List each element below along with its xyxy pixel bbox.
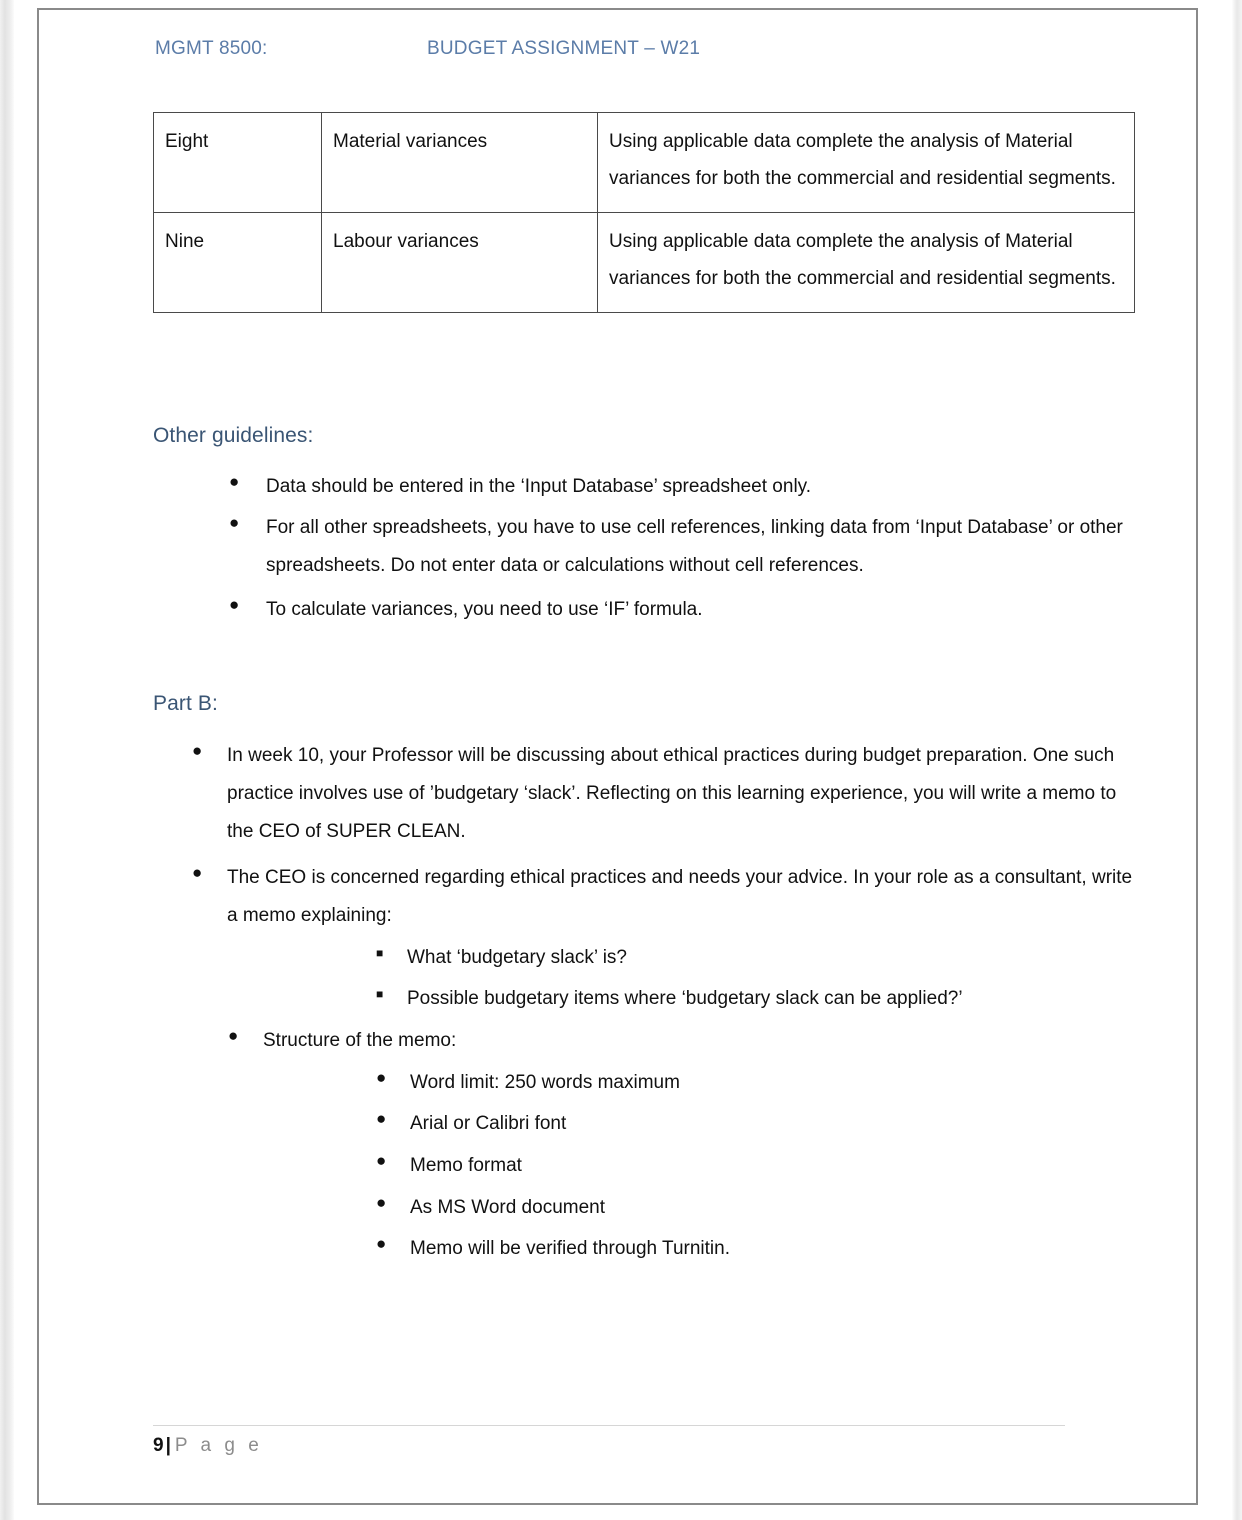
table-cell-description: Using applicable data complete the analysis of Material variances for both the commercial and residential segments. bbox=[598, 212, 1135, 312]
memo-structure-item: As MS Word document bbox=[410, 1197, 606, 1218]
bullet-marker: ● bbox=[376, 1068, 387, 1087]
memo-structure-item: Word limit: 250 words maximum bbox=[410, 1072, 680, 1093]
part-b-sub-item: Possible budgetary items where ‘budgetary slack can be applied?’ bbox=[407, 988, 963, 1009]
scan-edge-left-shadow bbox=[0, 0, 14, 1520]
requirements-table bbox=[153, 112, 1135, 313]
section-heading-part-b: Part B: bbox=[153, 692, 218, 715]
memo-structure-item: Memo will be verified through Turnitin. bbox=[410, 1238, 730, 1259]
bullet-marker-square: ■ bbox=[376, 946, 384, 960]
assignment-title: BUDGET ASSIGNMENT – W21 bbox=[427, 38, 701, 59]
footer-separator: | bbox=[165, 1435, 171, 1456]
bullet-marker: ● bbox=[376, 1151, 387, 1170]
table-row bbox=[154, 212, 1135, 312]
part-b-item: In week 10, your Professor will be discussing about ethical practices during budget preparation. One such practice involves use of ’budgetary ‘slack’. Reflecting on this learning experience, you will write a memo to the CEO of SUPER CLEAN. bbox=[227, 745, 1117, 842]
table-cell-topic: Material variances bbox=[322, 113, 598, 213]
memo-structure-label: Structure of the memo: bbox=[263, 1030, 457, 1051]
part-b-sub-item: What ‘budgetary slack’ is? bbox=[407, 947, 628, 968]
bullet-marker: ● bbox=[192, 741, 203, 760]
table-cell-number: Nine bbox=[154, 212, 322, 312]
guideline-item: To calculate variances, you need to use ‘IF’ formula. bbox=[266, 599, 703, 620]
footer-page-word: P a g e bbox=[174, 1435, 263, 1456]
document-page bbox=[37, 8, 1198, 1505]
part-b-item: The CEO is concerned regarding ethical practices and needs your advice. In your role as a consultant, write a memo explaining: bbox=[227, 867, 1133, 926]
footer-page-number: 9 bbox=[153, 1435, 164, 1456]
course-code: MGMT 8500: bbox=[155, 38, 268, 59]
bullet-marker: ● bbox=[376, 1234, 387, 1253]
bullet-marker-square: ■ bbox=[376, 987, 384, 1001]
table-cell-number: Eight bbox=[154, 113, 322, 213]
footer-divider bbox=[153, 1425, 1065, 1426]
table-cell-description: Using applicable data complete the analysis of Material variances for both the commercial and residential segments. bbox=[598, 113, 1135, 213]
table-row bbox=[154, 113, 1135, 213]
page-content: MGMT 8500: BUDGET ASSIGNMENT – W21 Eight Material variances Using applicable data complete the analysis of Material variances for both the commercial and residential segments. Nine Labour variances Using applicable data complete the analysis of Material variances for both the commercial and residential segments. Other guidelines: ● Data should be entered in the ‘Input Database’ spreadsheet only. ● For all other spreadsheets, you have to use cell references, linking data from ‘Input Database’ or other spreadsheets. Do not enter data or calculations without cell references. ● To calculate variances, you need to use ‘IF’ formula. Part B: ● In week 10, your Professor will be discussing about ethical practices during budget preparation. One such practice involves use of ’budgetary ‘slack’. Reflecting on this learning experience, you will write a memo to the CEO of SUPER CLEAN. ● The CEO is concerned regarding ethical practices and needs your advice. In your role as a consultant, write a memo explaining: ■ What ‘budgetary slack’ is? ■ Possible budgetary items where ‘budgetary slack can be applied?’ ● Structure of the memo: ● Word limit: 250 words maximum ● Arial or Calibri font ● Memo format ● As MS Word document ● Memo will be verified through Turnitin. 9 | P a g e bbox=[39, 10, 1196, 1503]
bullet-marker: ● bbox=[376, 1109, 387, 1128]
memo-structure-item: Memo format bbox=[410, 1155, 522, 1176]
scan-edge-right-shadow bbox=[1232, 0, 1242, 1520]
bullet-marker: ● bbox=[376, 1193, 387, 1212]
bullet-marker: ● bbox=[192, 863, 203, 882]
table-cell-topic: Labour variances bbox=[322, 212, 598, 312]
guideline-item: For all other spreadsheets, you have to use cell references, linking data from ‘Input Database’ or other spreadsheets. Do not enter data or calculations without cell references. bbox=[266, 517, 1123, 576]
page-footer bbox=[153, 1435, 263, 1457]
guideline-item: Data should be entered in the ‘Input Database’ spreadsheet only. bbox=[266, 476, 812, 497]
memo-structure-item: Arial or Calibri font bbox=[410, 1113, 567, 1134]
section-heading-other-guidelines: Other guidelines: bbox=[153, 424, 314, 447]
bullet-marker: ● bbox=[228, 1026, 239, 1045]
